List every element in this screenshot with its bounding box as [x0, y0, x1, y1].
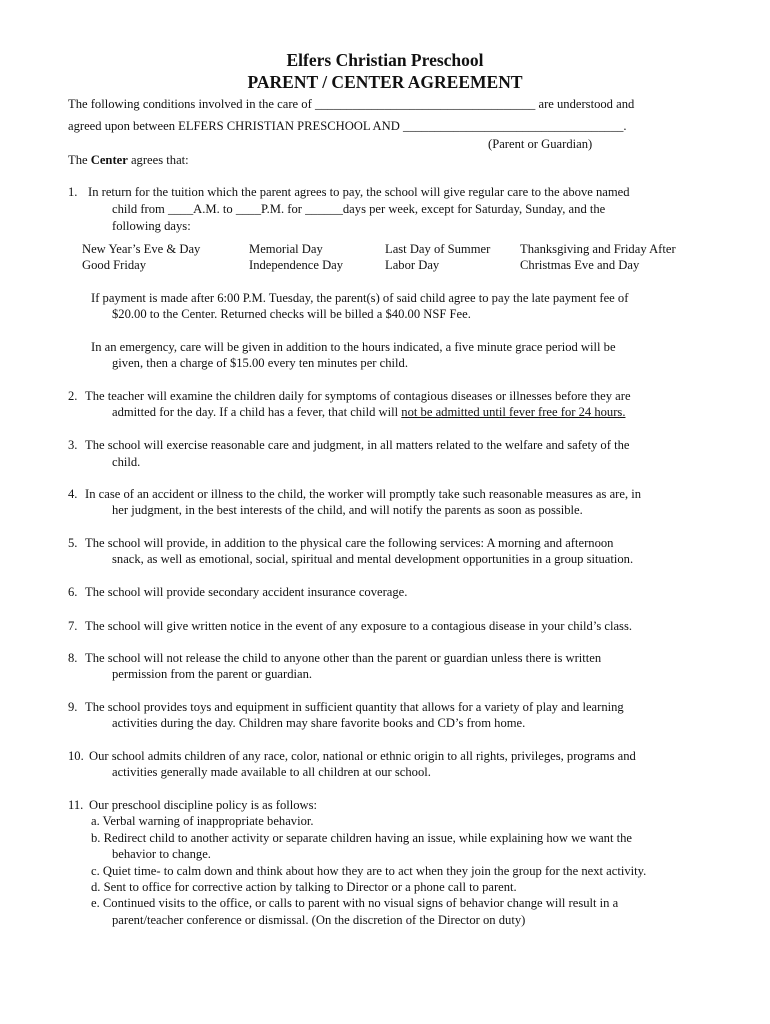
late-payment-line-2: $20.00 to the Center. Returned checks will be billed a $40.00 NSF Fee. [112, 307, 471, 321]
discipline-step-e: e. Continued visits to the office, or calls to parent with no visual signs of behavior change will result in a [91, 896, 619, 910]
item-9-line-2: activities during the day. Children may share favorite books and CD’s from home. [112, 716, 526, 730]
item-5-line-1: The school will provide, in addition to the physical care the following services: A morning and afternoon [85, 536, 614, 550]
child-name-blank: ___________________________________ [314, 97, 536, 111]
holiday: Good Friday [82, 258, 147, 272]
item-2-line-2 [112, 404, 625, 421]
guardian-caption: (Parent or Guardian) [488, 137, 593, 151]
emergency-line-2: given, then a charge of $15.00 every ten minutes per child. [112, 356, 408, 370]
discipline-step-b: b. Redirect child to another activity or separate children having an issue, while explaining how we want the [91, 831, 633, 845]
item-number: 2. [68, 389, 78, 403]
item-number: 3. [68, 438, 78, 452]
intro-text: are understood and [538, 97, 635, 111]
holiday: New Year’s Eve & Day [82, 242, 201, 256]
discipline-step-e-cont: parent/teacher conference or dismissal. (On the discretion of the Director on duty) [112, 913, 526, 927]
item-11-line-1: Our preschool discipline policy is as follows: [89, 798, 318, 812]
item-text: admitted for the day. If a child has a fever, that child will [112, 405, 399, 419]
school-name: Elfers Christian Preschool [286, 50, 484, 70]
item-1-line-1: In return for the tuition which the parent agrees to pay, the school will give regular care to the above named [88, 185, 630, 199]
holiday: Labor Day [385, 258, 440, 272]
item-5-line-2: snack, as well as emotional, social, spiritual and mental development opportunities in a group situation. [112, 552, 634, 566]
item-number: 7. [68, 619, 78, 633]
item-10-line-1: Our school admits children of any race, color, national or ethnic origin to all rights, privileges, programs and [89, 749, 636, 763]
intro-text: The following conditions involved in the care of [68, 97, 312, 111]
item-number: 11. [68, 798, 84, 812]
item-3-line-1: The school will exercise reasonable care and judgment, in all matters related to the welfare and safety of the [85, 438, 630, 452]
item-number: 5. [68, 536, 78, 550]
guardian-name-blank: ___________________________________. [403, 119, 627, 133]
holiday: Last Day of Summer [385, 242, 491, 256]
item-8-line-2: permission from the parent or guardian. [112, 667, 313, 681]
discipline-step-b-cont: behavior to change. [112, 847, 211, 861]
item-2-line-1: The teacher will examine the children daily for symptoms of contagious diseases or illnesses before they are [85, 389, 631, 403]
item-10-line-2: activities generally made available to all children at our school. [112, 765, 431, 779]
holiday: Christmas Eve and Day [520, 258, 640, 272]
item-number: 1. [68, 185, 78, 199]
center-agrees-heading [68, 152, 189, 169]
heading-text: The [68, 153, 88, 167]
item-8-line-1: The school will not release the child to anyone other than the parent or guardian unless there is written [85, 651, 602, 665]
item-number: 10. [68, 749, 84, 763]
item-number: 8. [68, 651, 78, 665]
item-number: 9. [68, 700, 78, 714]
item-3-line-2: child. [112, 455, 141, 469]
item-7-line-1: The school will give written notice in the event of any exposure to a contagious disease in your child’s class. [85, 619, 632, 633]
discipline-step-c: c. Quiet time- to calm down and think about how they are to act when they join the group for the next activity. [91, 864, 647, 878]
late-payment-line-1: If payment is made after 6:00 P.M. Tuesday, the parent(s) of said child agree to pay the late payment fee of [91, 291, 629, 305]
fever-policy-underlined: not be admitted until fever free for 24 hours. [401, 405, 626, 419]
holiday: Memorial Day [249, 242, 323, 256]
item-6-line-1: The school will provide secondary accident insurance coverage. [85, 585, 408, 599]
discipline-step-d: d. Sent to office for corrective action by talking to Director or a phone call to parent. [91, 880, 517, 894]
discipline-step-a: a. Verbal warning of inappropriate behavior. [91, 814, 314, 828]
item-4-line-2: her judgment, in the best interests of the child, and will notify the parents as soon as possible. [112, 503, 583, 517]
center-label: Center [90, 153, 128, 167]
intro-line-1 [68, 96, 634, 113]
item-1-line-3: following days: [112, 219, 191, 233]
intro-line-2 [68, 118, 627, 135]
item-9-line-1: The school provides toys and equipment in sufficient quantity that allows for a variety of play and learning [85, 700, 624, 714]
item-number: 4. [68, 487, 78, 501]
item-4-line-1: In case of an accident or illness to the child, the worker will promptly take such reasonable measures as are, in [85, 487, 642, 501]
item-1-line-2: child from ____A.M. to ____P.M. for ______days per week, except for Saturday, Sunday, and the [112, 202, 606, 216]
holiday: Thanksgiving and Friday After [520, 242, 676, 256]
item-number: 6. [68, 585, 78, 599]
document-title: PARENT / CENTER AGREEMENT [247, 72, 523, 92]
intro-text: agreed upon between ELFERS CHRISTIAN PRESCHOOL AND [68, 119, 400, 133]
heading-text: agrees that: [130, 153, 189, 167]
holiday: Independence Day [249, 258, 344, 272]
emergency-line-1: In an emergency, care will be given in addition to the hours indicated, a five minute grace period will be [91, 340, 616, 354]
